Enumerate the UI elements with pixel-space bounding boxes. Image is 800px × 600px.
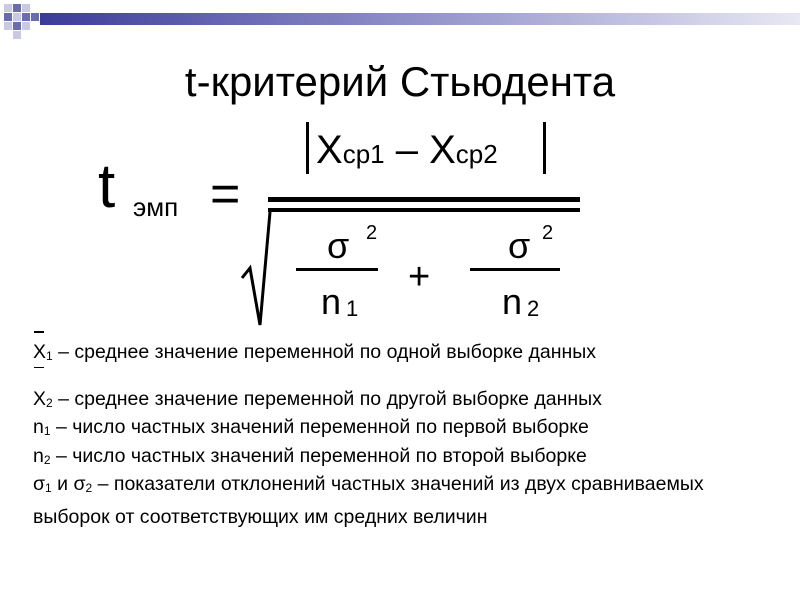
header-band [40, 13, 800, 25]
formula-equals: = [210, 165, 241, 223]
formula-t: t [98, 152, 116, 221]
definition-x1-text: – среднее значение переменной по одной выборке данных [52, 341, 597, 363]
decor-square [4, 22, 12, 30]
x1-overbar [34, 331, 44, 333]
decor-square [31, 13, 39, 21]
definition-sigma2-sub: 2 [85, 481, 93, 495]
square-root-icon [240, 200, 280, 330]
fraction-bar [268, 197, 580, 202]
definition-n2-sub: 2 [43, 452, 51, 467]
n-2: n [502, 281, 523, 322]
numerator-x1: X [316, 128, 343, 172]
decor-square [13, 13, 21, 21]
formula-plus: + [408, 256, 431, 298]
frac-bar-1 [296, 268, 378, 271]
formula-t-subscript: эмп [133, 192, 179, 222]
numerator-x2: X [429, 128, 456, 172]
sigma-2: σ [508, 225, 531, 266]
definition-sigma-and: и [51, 473, 74, 495]
definition-x2-symbol: X [33, 387, 47, 410]
definition-x1-symbol: X [33, 341, 47, 363]
sigma-1: σ [327, 225, 350, 266]
definitions-list [33, 330, 773, 531]
definition-n1-sub: 1 [43, 424, 51, 438]
definition-x2-sub: 2 [46, 395, 53, 410]
definition-x1-sub: 1 [46, 349, 53, 363]
x2-overbar [34, 367, 44, 369]
slide-title: t-критерий Стьюдента [184, 58, 616, 105]
definition-sigma [33, 470, 733, 531]
abs-bar-right [543, 122, 546, 174]
definition-n2-text: – число частных значений переменной по второй выборке [50, 444, 587, 467]
definition-sigma2-symbol: σ [73, 473, 86, 495]
n-1-sub: 1 [346, 296, 359, 321]
root-overline [268, 208, 580, 212]
decor-square [4, 4, 12, 12]
definition-n2 [33, 442, 773, 471]
sigma-1-power: 2 [366, 222, 378, 244]
n-1: n [321, 281, 342, 322]
definition-n1-symbol: n [33, 416, 44, 438]
definition-sigma-text: – показатели отклонений частных значений из двух сравниваемых выборок от соответствующих им средних величин [33, 473, 704, 528]
decor-square [4, 13, 12, 21]
decor-square [13, 31, 21, 39]
decor-square [13, 22, 21, 30]
abs-bar-left [306, 122, 309, 174]
decor-square [22, 4, 30, 12]
numerator-x1-sub: ср1 [342, 139, 385, 169]
definition-n1 [33, 413, 773, 442]
definition-x2-text: – среднее значение переменной по другой выборке данных [52, 387, 602, 410]
definition-n2-symbol: n [33, 444, 44, 467]
formula-numerator [316, 128, 498, 176]
decor-square [22, 22, 30, 30]
definition-n1-text: – число частных значений переменной по первой выборке [50, 416, 589, 438]
decor-square [13, 4, 21, 12]
definition-x2 [33, 385, 773, 414]
definition-sigma1-symbol: σ [33, 473, 46, 495]
numerator-minus: – [395, 128, 418, 172]
definition-x1 [33, 330, 773, 363]
definition-sigma1-sub: 1 [45, 481, 52, 495]
decor-square [22, 13, 30, 21]
numerator-x2-sub: ср2 [455, 139, 498, 169]
n-2-sub: 2 [527, 296, 540, 321]
sigma-2-power: 2 [542, 222, 554, 244]
frac-bar-2 [470, 268, 560, 271]
